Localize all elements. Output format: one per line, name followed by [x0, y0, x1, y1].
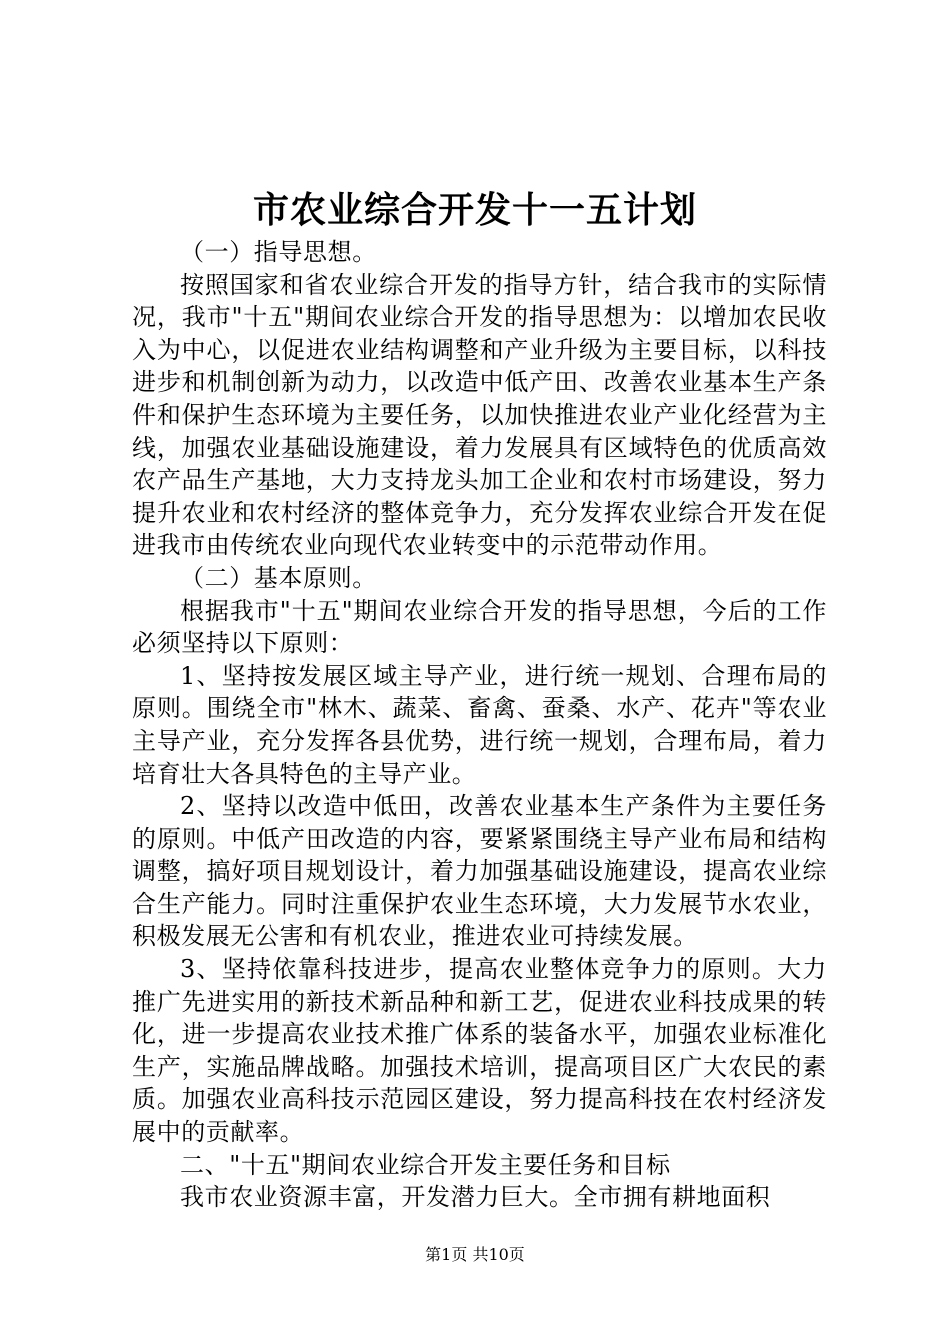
page-footer: 第1页 共10页 — [425, 1245, 525, 1264]
section-heading-guiding-thought: （一）指导思想。 — [180, 238, 377, 266]
document-body — [132, 236, 827, 1214]
paragraph-principle-1: 1、坚持按发展区域主导产业，进行统一规划、合理布局的原则。围绕全市"林木、蔬菜、畜禽、蚕桑、水产、花卉"等农业主导产业，充分发挥各县优势，进行统一规划，合理布局，着力培育壮大各具特色的主导产业。 — [132, 661, 827, 788]
paragraph-principle-2: 2、坚持以改造中低田，改善农业基本生产条件为主要任务的原则。中低产田改造的内容，要紧紧围绕主导产业布局和结构调整，搞好项目规划设计，着力加强基础设施建设，提高农业综合生产能力。同时注重保护农业生态环境，大力发展节水农业，积极发展无公害和有机农业，推进农业可持续发展。 — [132, 792, 827, 951]
paragraph-resources: 我市农业资源丰富，开发潜力巨大。全市拥有耕地面积 — [180, 1183, 771, 1212]
section-heading-tasks-goals: 二、"十五"期间农业综合开发主要任务和目标 — [180, 1150, 671, 1179]
document-title: 市农业综合开发十一五计划 — [252, 189, 697, 231]
paragraph-guiding-thought: 按照国家和省农业综合开发的指导方针，结合我市的实际情况，我市"十五"期间农业综合开发的指导思想为：以增加农民收入为中心，以促进农业结构调整和产业升级为主要目标，以科技进步和机制创新为动力，以改造中低产田、改善农业基本生产条件和保护生态环境为主要任务，以加快推进农业产业化经营为主线，加强农业基础设施建设，着力发展具有区域特色的优质高效农产品生产基地，大力支持龙头加工企业和农村市场建设，努力提升农业和农村经济的整体竞争力，充分发挥农业综合开发在促进我市由传统农业向现代农业转变中的示范带动作用。 — [132, 270, 827, 560]
section-heading-basic-principles: （二）基本原则。 — [180, 563, 377, 592]
paragraph-principle-3: 3、坚持依靠科技进步，提高农业整体竞争力的原则。大力推广先进实用的新技术新品种和新工艺，促进农业科技成果的转化，进一步提高农业技术推广体系的装备水平，加强农业标准化生产，实施品牌战略。加强技术培训，提高项目区广大农民的素质。加强农业高科技示范园区建设，努力提高科技在农村经济发展中的贡献率。 — [132, 955, 827, 1147]
paragraph-principles-intro: 根据我市"十五"期间农业综合开发的指导思想，今后的工作必须坚持以下原则： — [132, 596, 827, 658]
